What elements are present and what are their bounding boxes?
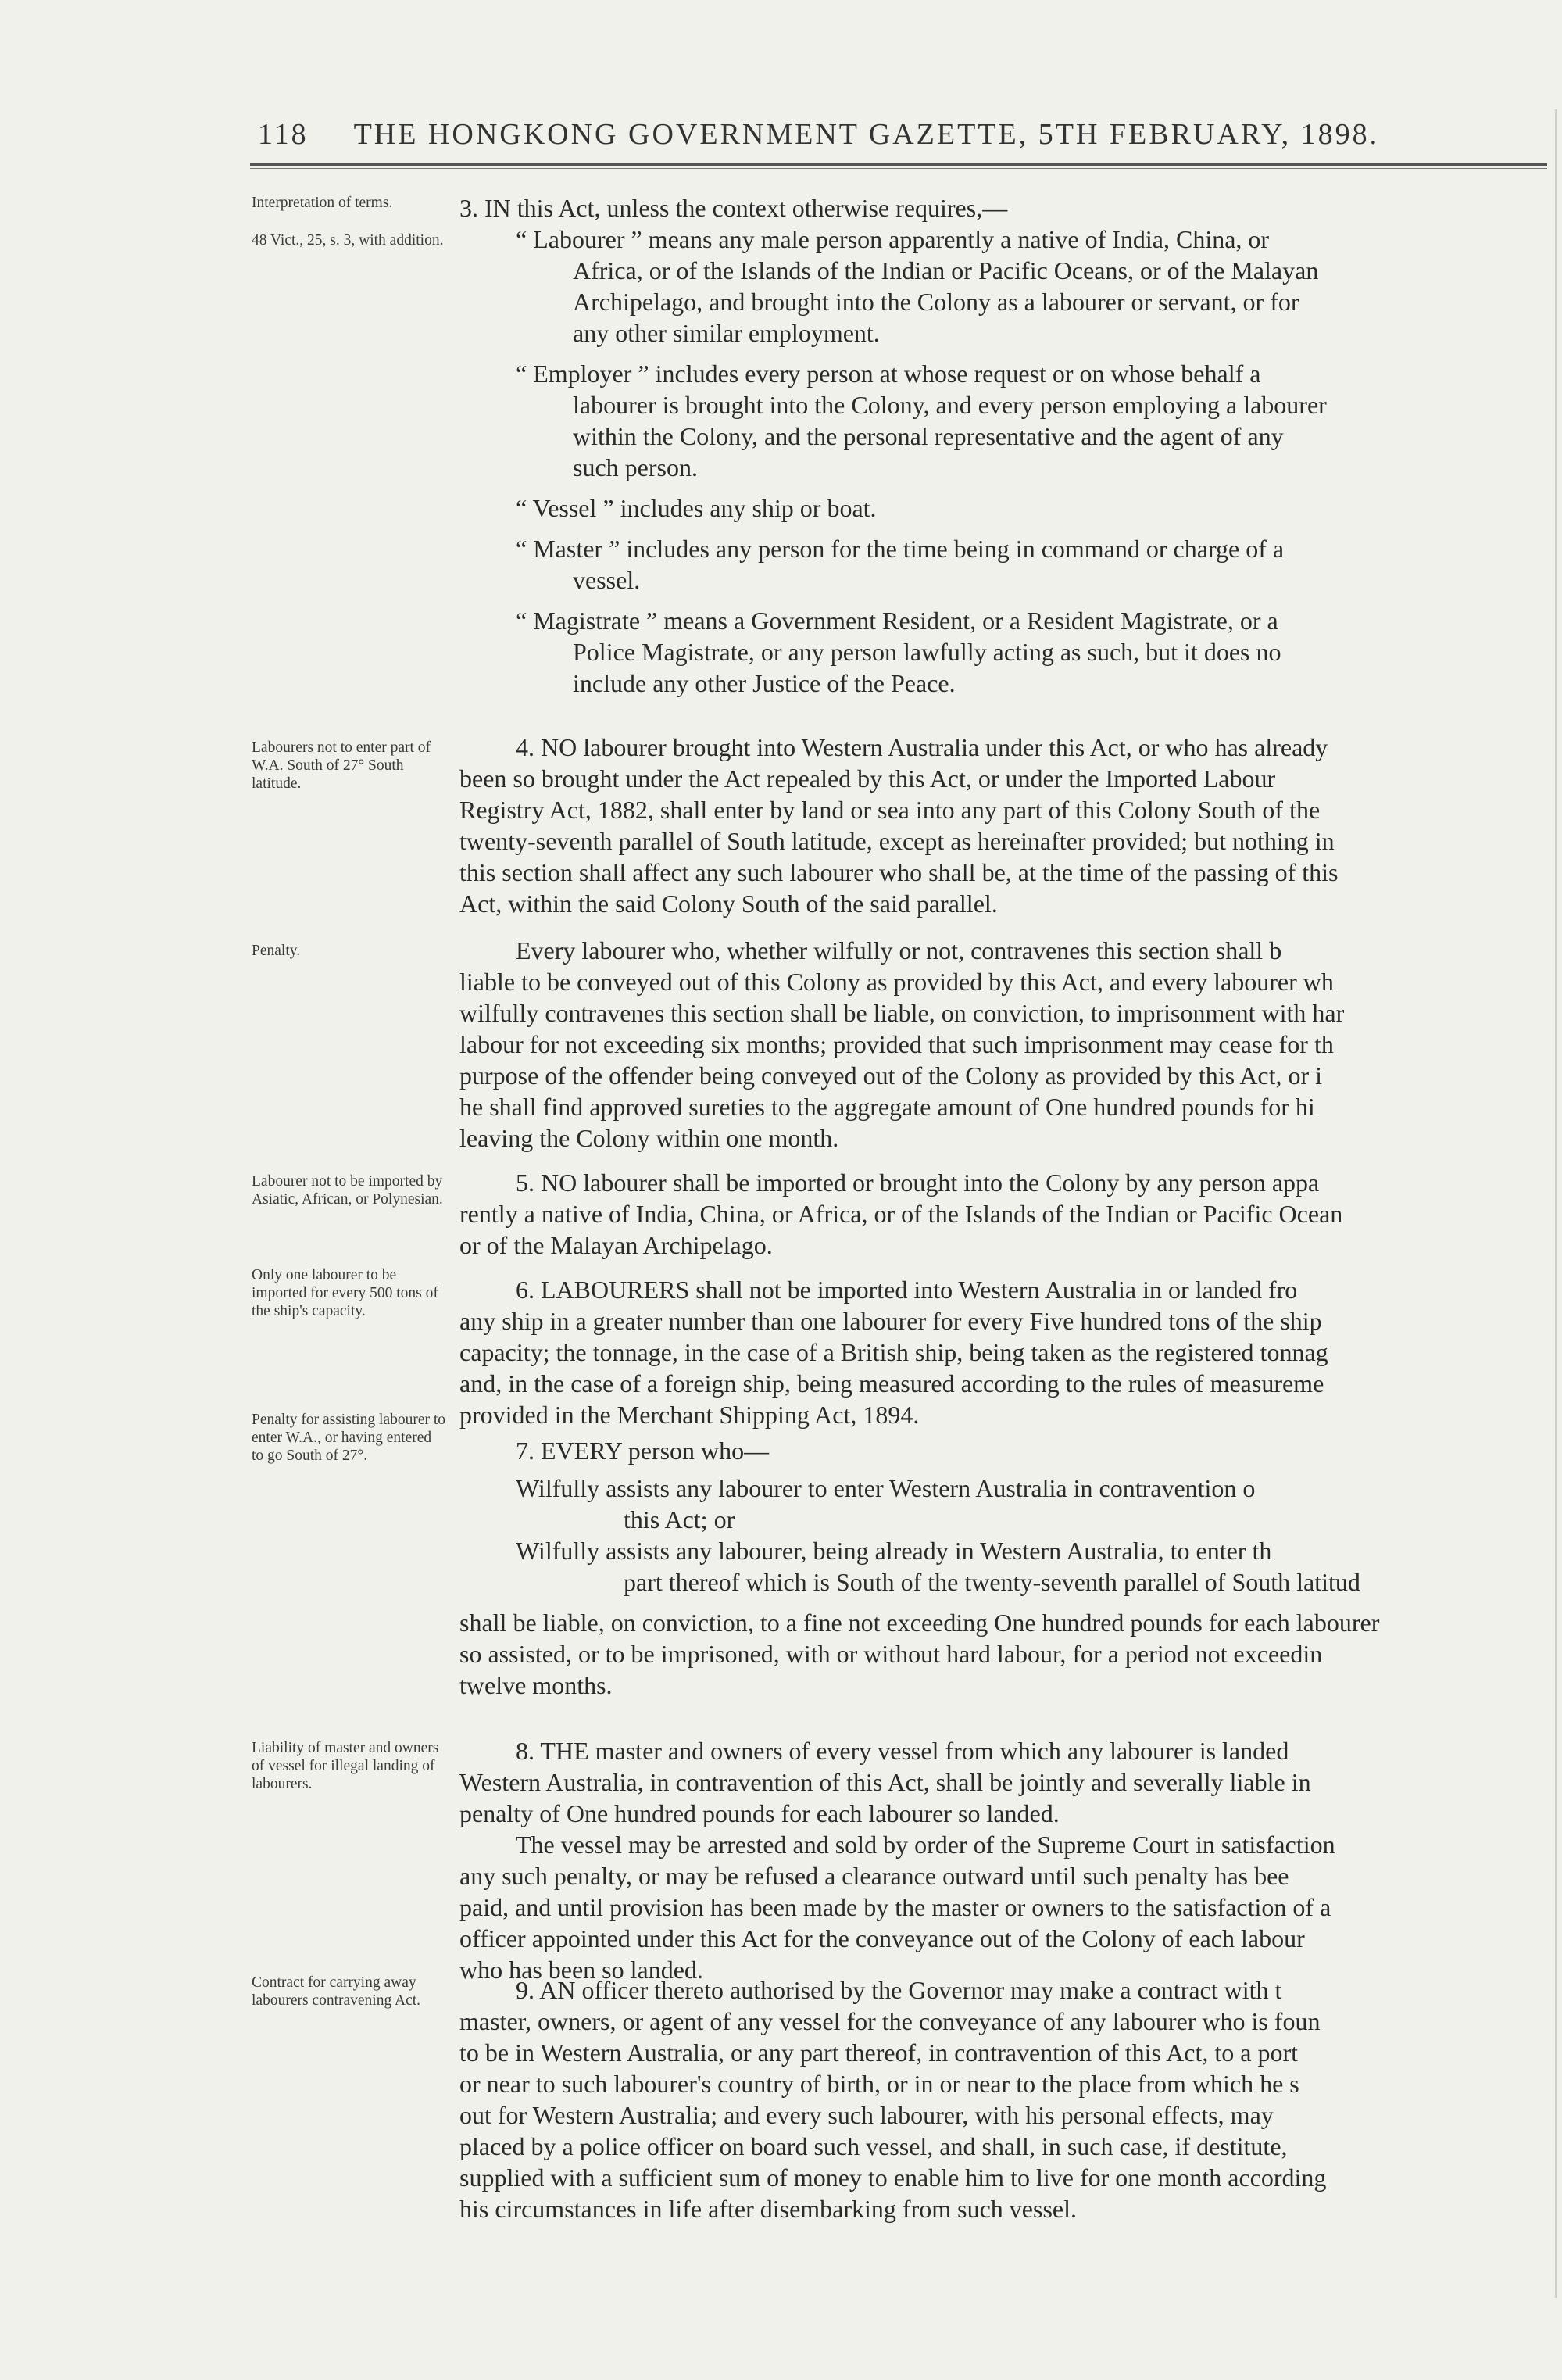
header-rule-thin xyxy=(250,168,1547,169)
section-9 xyxy=(459,1974,1549,2224)
section-9-line: placed by a police officer on board such vessel, and shall, in such case, if destitute, xyxy=(459,2132,1288,2160)
definition-line: Police Magistrate, or any person lawfully acting as such, but it does no xyxy=(573,638,1281,666)
margin-note-one-labourer: Only one labourer to be imported for every 500 tons of the ship's capacity. xyxy=(252,1267,438,1319)
section-8-line: 8. THE master and owners of every vessel from which any labourer is landed xyxy=(516,1737,1289,1765)
margin-note-penalty: Penalty. xyxy=(252,943,301,959)
section-8-line: Western Australia, in contravention of this Act, shall be jointly and severally liable in xyxy=(459,1768,1311,1796)
section-6-line: and, in the case of a foreign ship, being measured according to the rules of measureme xyxy=(459,1369,1324,1398)
section-7 xyxy=(459,1435,1549,1701)
section-9-line: or near to such labourer's country of birth, or in or near to the place from which he s xyxy=(459,2070,1299,2098)
section-6-line: 6. LABOURERS shall not be imported into Western Australia in or landed fro xyxy=(516,1276,1298,1304)
section-8 xyxy=(459,1735,1549,1985)
definition-line: include any other Justice of the Peace. xyxy=(573,669,956,697)
definition-line: such person. xyxy=(573,453,698,481)
section-4-penalty xyxy=(459,935,1549,1154)
section-3-heading: 3. IN this Act, unless the context otherwise requires,— xyxy=(459,194,1008,222)
margin-note-not-imported: Labourer not to be imported by Asiatic, African, or Polynesian. xyxy=(252,1173,443,1208)
gazette-title: THE HONGKONG GOVERNMENT GAZETTE, 5TH FEBRUARY, 1898. xyxy=(353,118,1380,151)
section-8-line: who has been so landed. xyxy=(459,1956,703,1984)
section-7-line: so assisted, or to be imprisoned, with or without hard labour, for a period not exceedin xyxy=(459,1640,1323,1668)
definition-line: any other similar employment. xyxy=(573,319,880,347)
section-6-line: provided in the Merchant Shipping Act, 1894. xyxy=(459,1401,920,1429)
section-4-line: twenty-seventh parallel of South latitude, except as hereinafter provided; but nothing in xyxy=(459,827,1335,855)
section-7-line: Wilfully assists any labourer, being already in Western Australia, to enter th xyxy=(516,1537,1272,1565)
page-number: 118 xyxy=(258,118,309,151)
section-6-line: capacity; the tonnage, in the case of a British ship, being taken as the registered tonnag xyxy=(459,1338,1328,1366)
definition-line: within the Colony, and the personal representative and the agent of any xyxy=(573,422,1284,450)
section-5-line: 5. NO labourer shall be imported or brought into the Colony by any person appa xyxy=(516,1169,1320,1197)
definition-line: “ Magistrate ” means a Government Resident, or a Resident Magistrate, or a xyxy=(516,607,1278,635)
section-5-line: or of the Malayan Archipelago. xyxy=(459,1231,773,1259)
definition-line: “ Master ” includes any person for the time being in command or charge of a xyxy=(516,535,1285,563)
section-7-heading: 7. EVERY person who— xyxy=(516,1437,770,1465)
section-9-line: out for Western Australia; and every such labourer, with his personal effects, may xyxy=(459,2101,1274,2129)
margin-note-assisting: Penalty for assisting labourer to enter W.A., or having entered to go South of 27°. xyxy=(252,1412,446,1464)
page-edge xyxy=(1555,109,1557,2298)
section-9-line: master, owners, or agent of any vessel for the conveyance of any labourer who is foun xyxy=(459,2007,1321,2035)
section-4-line: this section shall affect any such labourer who shall be, at the time of the passing of this xyxy=(459,858,1339,886)
section-8-line: officer appointed under this Act for the conveyance out of the Colony of each labour xyxy=(459,1924,1305,1952)
section-4-line: been so brought under the Act repealed by this Act, or under the Imported Labour xyxy=(459,764,1276,793)
section-4 xyxy=(459,732,1549,919)
penalty-line: wilfully contravenes this section shall be liable, on conviction, to imprisonment with har xyxy=(459,999,1345,1027)
definition-line: “ Employer ” includes every person at whose request or on whose behalf a xyxy=(516,360,1261,388)
header-rule xyxy=(250,163,1547,166)
section-4-line: Registry Act, 1882, shall enter by land or sea into any part of this Colony South of the xyxy=(459,796,1321,824)
section-4-line: Act, within the said Colony South of the said parallel. xyxy=(459,889,998,918)
section-7-line: this Act; or xyxy=(624,1505,735,1534)
section-4-line: 4. NO labourer brought into Western Australia under this Act, or who has already xyxy=(516,733,1328,761)
penalty-line: purpose of the offender being conveyed out of the Colony as provided by this Act, or i xyxy=(459,1061,1323,1090)
section-7-line: Wilfully assists any labourer to enter Western Australia in contravention o xyxy=(516,1474,1256,1502)
section-8-line: penalty of One hundred pounds for each labourer so landed. xyxy=(459,1799,1060,1827)
definition-line: labourer is brought into the Colony, and every person employing a labourer xyxy=(573,391,1327,419)
definition-line: “ Vessel ” includes any ship or boat. xyxy=(516,494,877,522)
margin-note-liability: Liability of master and owners of vessel for illegal landing of labourers. xyxy=(252,1740,439,1792)
definition-line: Archipelago, and brought into the Colony as a labourer or servant, or for xyxy=(573,288,1299,316)
penalty-line: leaving the Colony within one month. xyxy=(459,1124,839,1152)
definition-line: vessel. xyxy=(573,566,641,594)
margin-note-interpretation: Interpretation of terms. xyxy=(252,195,393,211)
page-header xyxy=(258,117,1547,152)
margin-note-contract: Contract for carrying away labourers contravening Act. xyxy=(252,1974,421,2009)
section-3 xyxy=(459,192,1549,699)
section-9-line: supplied with a sufficient sum of money to enable him to live for one month according xyxy=(459,2163,1327,2192)
section-8-line: any such penalty, or may be refused a clearance outward until such penalty has bee xyxy=(459,1862,1289,1890)
penalty-line: he shall find approved sureties to the aggregate amount of One hundred pounds for hi xyxy=(459,1093,1315,1121)
section-9-line: 9. AN officer thereto authorised by the Governor may make a contract with t xyxy=(516,1976,1282,2004)
section-7-line: twelve months. xyxy=(459,1671,613,1699)
section-6 xyxy=(459,1274,1549,1430)
definition-line: Africa, or of the Islands of the Indian or Pacific Oceans, or of the Malayan xyxy=(573,256,1319,285)
penalty-line: labour for not exceeding six months; provided that such imprisonment may cease for th xyxy=(459,1030,1334,1058)
penalty-line: Every labourer who, whether wilfully or not, contravenes this section shall b xyxy=(516,936,1282,965)
section-9-line: his circumstances in life after disembarking from such vessel. xyxy=(459,2195,1077,2223)
section-5 xyxy=(459,1167,1549,1261)
section-7-line: shall be liable, on conviction, to a fine not exceeding One hundred pounds for each labourer xyxy=(459,1609,1380,1637)
section-5-line: rently a native of India, China, or Africa, or of the Islands of the Indian or Pacific Ocean xyxy=(459,1200,1343,1228)
section-7-line: part thereof which is South of the twenty-seventh parallel of South latitud xyxy=(624,1568,1360,1596)
definition-line: “ Labourer ” means any male person apparently a native of India, China, or xyxy=(516,225,1270,253)
margin-note-labourers-south: Labourers not to enter part of W.A. South of 27° South latitude. xyxy=(252,739,431,792)
margin-note-citation: 48 Vict., 25, s. 3, with addition. xyxy=(252,232,444,249)
section-8-line: paid, and until provision has been made by the master or owners to the satisfaction of a xyxy=(459,1893,1331,1921)
section-8-line: The vessel may be arrested and sold by order of the Supreme Court in satisfaction xyxy=(516,1831,1335,1859)
penalty-line: liable to be conveyed out of this Colony as provided by this Act, and every labourer wh xyxy=(459,968,1334,996)
section-6-line: any ship in a greater number than one labourer for every Five hundred tons of the ship xyxy=(459,1307,1322,1335)
section-9-line: to be in Western Australia, or any part thereof, in contravention of this Act, to a port xyxy=(459,2038,1298,2067)
